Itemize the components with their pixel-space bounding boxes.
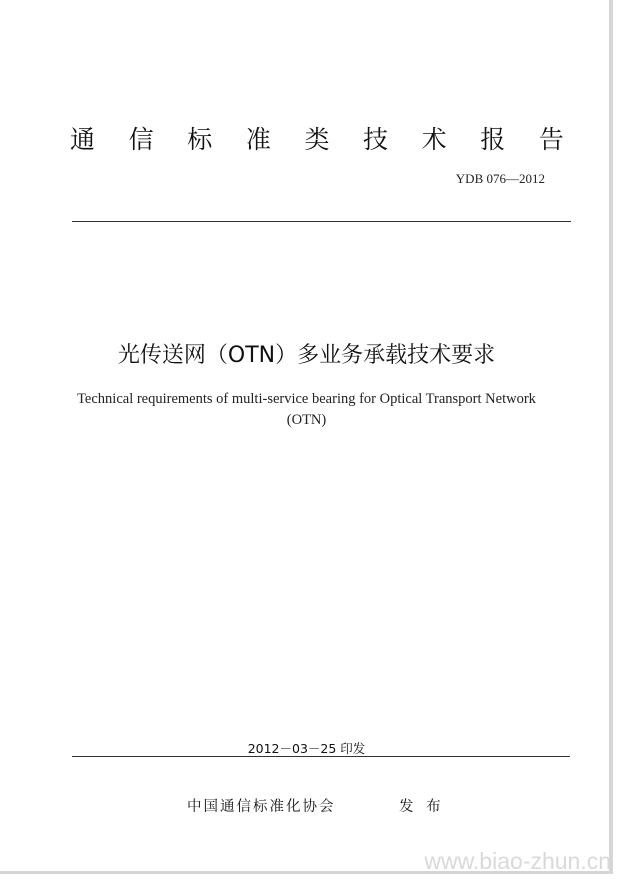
series-char: 告	[538, 125, 564, 154]
header-divider	[72, 221, 571, 222]
series-char: 准	[245, 125, 271, 154]
website-watermark: www.biao-zhun.cn	[424, 848, 611, 874]
report-series-title	[70, 120, 564, 156]
english-title-line: Technical requirements of multi-service bearing for Optical Transport Network	[77, 391, 536, 407]
chinese-title: 光传送网（OTN）多业务承载技术要求	[117, 343, 496, 368]
footer-divider	[72, 756, 570, 757]
english-title-line: (OTN)	[286, 412, 327, 428]
series-char: 标	[187, 125, 213, 154]
issue-date: 2012－03－25 印发	[247, 741, 366, 756]
series-char: 技	[363, 125, 389, 154]
document-number: YDB 076—2012	[455, 171, 545, 186]
series-char: 通	[70, 125, 96, 154]
series-char: 术	[421, 125, 447, 154]
publish-action: 发 布	[399, 799, 445, 815]
series-char: 信	[128, 125, 154, 154]
english-title	[60, 389, 553, 431]
series-char: 类	[304, 125, 330, 154]
publisher-name: 中国通信标准化协会	[187, 799, 336, 815]
series-char: 报	[480, 125, 506, 154]
